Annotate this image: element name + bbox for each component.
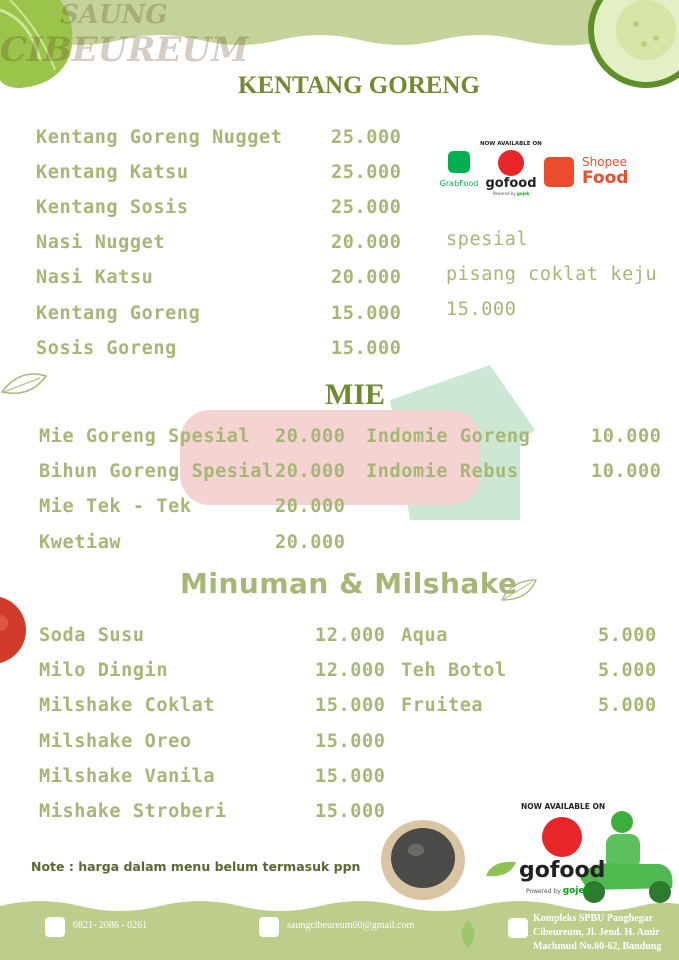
menu-item-price: 15.000 [315, 731, 386, 752]
menu-item-price: 15.000 [315, 801, 386, 822]
menu-item-name: Kentang Goreng Nugget [36, 127, 283, 148]
menu-item-price: 12.000 [315, 660, 386, 681]
menu-item-price: 15.000 [315, 766, 386, 787]
cucumber-image [574, 0, 679, 100]
powered-by-label: Powered by [492, 191, 516, 196]
menu-item-name: Milo Dingin [39, 660, 169, 681]
gofood-label-small: gofood [485, 176, 537, 191]
section-title-minuman: Minuman & Milshake [180, 567, 518, 600]
shopee-bag-icon [544, 157, 574, 187]
menu-item-price: 10.000 [591, 461, 662, 482]
now-available-label: NOW AVAILABLE ON [480, 141, 542, 147]
menu-item-price: 25.000 [331, 197, 402, 218]
section-title-mie: MIE [325, 378, 385, 411]
menu-item-name: Milshake Coklat [39, 695, 216, 716]
leaf-decoration [455, 918, 481, 950]
menu-item-price: 5.000 [598, 660, 657, 681]
email-icon [259, 917, 279, 937]
menu-item-name: Milshake Oreo [39, 731, 192, 752]
food-label: Food [582, 168, 629, 188]
footer-address-3: Machmud No.60-62, Bandung [533, 941, 662, 952]
special-price: 15.000 [446, 299, 517, 320]
menu-item-name: Mie Goreng Spesial [39, 426, 251, 447]
gofood-icon-small [498, 150, 524, 176]
menu-item-price: 25.000 [331, 127, 402, 148]
menu-item-price: 15.000 [315, 695, 386, 716]
gofood-powered-small [481, 191, 541, 196]
phone-icon [45, 917, 65, 937]
menu-item-price: 20.000 [275, 532, 346, 553]
grabfood-logo [439, 151, 479, 193]
menu-item-price: 15.000 [331, 338, 402, 359]
gofood-label-large: gofood [519, 858, 606, 883]
menu-item-name: Mishake Stroberi [39, 801, 227, 822]
leaf-decoration [0, 372, 48, 398]
special-line1: spesial [446, 229, 529, 250]
grabfood-icon [448, 151, 470, 173]
menu-item-name: Teh Botol [401, 660, 507, 681]
menu-item-name: Aqua [401, 625, 448, 646]
menu-item-name: Nasi Nugget [36, 232, 166, 253]
gofood-icon-large [542, 817, 582, 857]
watermark-line2: CIBEUREUM [0, 30, 249, 70]
location-icon [508, 918, 528, 938]
menu-item-name: Kentang Katsu [36, 162, 189, 183]
menu-item-name: Fruitea [401, 695, 484, 716]
menu-item-name: Mie Tek - Tek [39, 496, 192, 517]
footer-address-2: Cibeureum, Jl. Jend. H. Amir [533, 927, 660, 938]
watermark-text [0, 0, 249, 70]
note-text: Note : harga dalam menu belum termasuk ppn [31, 859, 361, 874]
powered-by-label: Powered by [526, 888, 561, 895]
leaf-decoration [484, 858, 518, 880]
special-line2: pisang coklat keju [446, 264, 658, 285]
menu-item-price: 15.000 [331, 303, 402, 324]
gojek-label: gojek [562, 886, 591, 896]
now-available-label-large: NOW AVAILABLE ON [521, 802, 606, 811]
menu-item-price: 10.000 [591, 426, 662, 447]
tomato-image [0, 585, 26, 675]
menu-item-name: Kentang Sosis [36, 197, 189, 218]
menu-item-name: Indomie Goreng [366, 426, 531, 447]
menu-item-name: Soda Susu [39, 625, 145, 646]
spice-bowl-image [378, 810, 468, 905]
footer-phone: 0821- 2086 - 0261 [73, 920, 148, 931]
gofood-powered-large [526, 886, 591, 896]
menu-item-price: 20.000 [275, 496, 346, 517]
shopeefood-logo [544, 155, 639, 189]
menu-item-price: 20.000 [331, 267, 402, 288]
menu-item-name: Sosis Goreng [36, 338, 177, 359]
menu-item-name: Kwetiaw [39, 532, 122, 553]
watermark-line1: SAUNG [60, 0, 168, 30]
menu-item-name: Indomie Rebus [366, 461, 519, 482]
shopee-label: Shopee [582, 155, 627, 169]
leaf-decoration [500, 578, 538, 604]
footer-address-1: Kompleks SPBU Panghegar [533, 913, 654, 924]
menu-item-name: Kentang Goreng [36, 303, 201, 324]
menu-item-price: 25.000 [331, 162, 402, 183]
menu-item-price: 20.000 [331, 232, 402, 253]
footer-email: saungcibeureum60@gmail.com [287, 920, 415, 931]
menu-item-name: Nasi Katsu [36, 267, 154, 288]
menu-item-name: Bihun Goreng Spesial [39, 461, 274, 482]
menu-item-name: Milshake Vanila [39, 766, 216, 787]
menu-item-price: 20.000 [275, 426, 346, 447]
menu-item-price: 12.000 [315, 625, 386, 646]
grabfood-label: GrabFood [439, 179, 479, 188]
gofood-logo-small [481, 150, 541, 200]
menu-item-price: 20.000 [275, 461, 346, 482]
menu-item-price: 5.000 [598, 695, 657, 716]
menu-item-price: 5.000 [598, 625, 657, 646]
section-title-kentang: KENTANG GORENG [238, 72, 480, 99]
gojek-label: gojek [517, 191, 530, 196]
